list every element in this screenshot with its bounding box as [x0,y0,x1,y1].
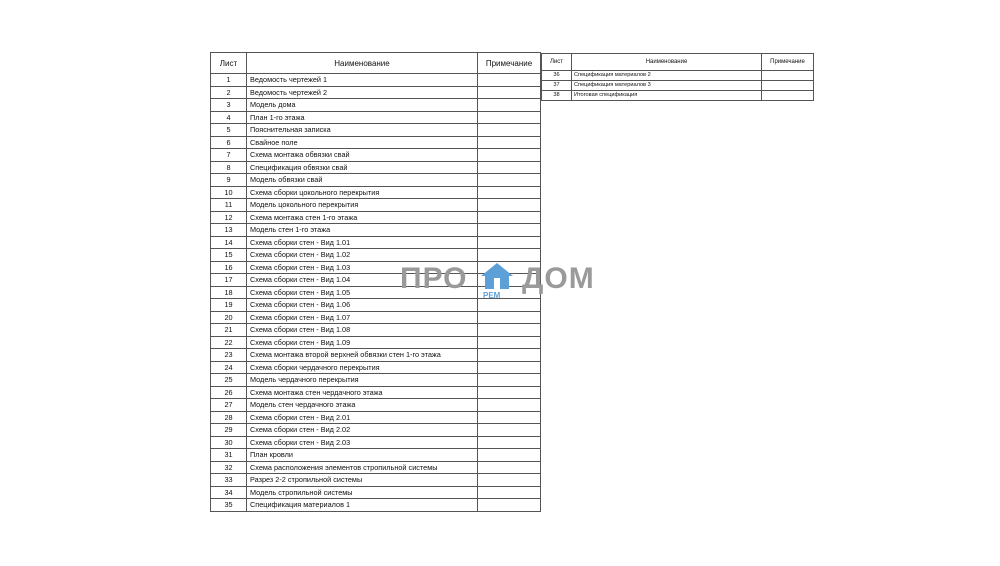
sheet-name-cell: Модель стропильной системы [247,486,478,499]
sheet-name-cell: Ведомость чертежей 2 [247,86,478,99]
table-row [211,224,541,237]
sheet-number-cell: 13 [211,224,247,237]
table-row [211,111,541,124]
note-cell [478,449,541,462]
sheet-number-cell: 10 [211,186,247,199]
table-row [211,86,541,99]
sheet-name-cell: Схема сборки стен - Вид 1.07 [247,311,478,324]
note-cell [478,311,541,324]
note-cell [478,361,541,374]
table-row [211,311,541,324]
sheet-number-cell: 3 [211,99,247,112]
sheet-name-cell: Схема монтажа второй верхней обвязки стен 1-го этажа [247,349,478,362]
column-header-name: Наименование [247,53,478,74]
sheet-number-cell: 25 [211,374,247,387]
sheet-number-cell: 8 [211,161,247,174]
sheet-name-cell: Схема сборки стен - Вид 1.05 [247,286,478,299]
table-row [211,449,541,462]
logo-text-right: ДОМ [522,262,595,295]
sheet-name-cell: План кровли [247,449,478,462]
sheet-name-cell: Модель цокольного перекрытия [247,199,478,212]
sheet-name-cell: Модель стен чердачного этажа [247,399,478,412]
drawings-list-continued-table [541,53,814,101]
sheet-name-cell: Модель обвязки свай [247,174,478,187]
sheet-number-cell: 37 [542,81,572,91]
note-cell [478,99,541,112]
sheet-name-cell: Модель дома [247,99,478,112]
column-header-note: Примечание [762,54,814,71]
sheet-name-cell: Разрез 2-2 стропильной системы [247,474,478,487]
sheet-number-cell: 18 [211,286,247,299]
sheet-name-cell: Схема сборки стен - Вид 1.09 [247,336,478,349]
table-row [211,236,541,249]
table-row [211,386,541,399]
table-row [211,436,541,449]
note-cell [478,374,541,387]
sheet-number-cell: 31 [211,449,247,462]
column-header-sheet: Лист [211,53,247,74]
note-cell [478,499,541,512]
sheet-number-cell: 38 [542,91,572,101]
table-row [211,211,541,224]
sheet-name-cell: Схема расположения элементов стропильной системы [247,461,478,474]
note-cell [762,91,814,101]
sheet-number-cell: 7 [211,149,247,162]
sheet-name-cell: Модель чердачного перекрытия [247,374,478,387]
sheet-number-cell: 19 [211,299,247,312]
table-header-row [211,53,541,74]
table-row [211,399,541,412]
sheet-name-cell: Ведомость чертежей 1 [247,74,478,87]
table-row [211,186,541,199]
table-row [211,324,541,337]
sheet-name-cell: Спецификация материалов 3 [572,81,762,91]
note-cell [478,436,541,449]
table-row [542,81,814,91]
table-row [211,336,541,349]
sheet-number-cell: 36 [542,71,572,81]
sheet-name-cell: Схема сборки стен - Вид 2.02 [247,424,478,437]
note-cell [478,336,541,349]
sheet-number-cell: 2 [211,86,247,99]
table-row [211,474,541,487]
sheet-number-cell: 17 [211,274,247,287]
table-row [542,91,814,101]
table-row [211,199,541,212]
table-row [211,499,541,512]
sheet-number-cell: 20 [211,311,247,324]
note-cell [478,74,541,87]
table-row [211,361,541,374]
logo-text-left: ПРО [400,262,468,295]
note-cell [478,411,541,424]
sheet-number-cell: 6 [211,136,247,149]
sheet-number-cell: 34 [211,486,247,499]
column-header-name: Наименование [572,54,762,71]
note-cell [478,136,541,149]
sheet-number-cell: 33 [211,474,247,487]
table-row [211,461,541,474]
note-cell [478,486,541,499]
note-cell [478,399,541,412]
sheet-name-cell: Схема монтажа стен 1-го этажа [247,211,478,224]
table-row [211,486,541,499]
sheet-name-cell: Схема монтажа обвязки свай [247,149,478,162]
sheet-name-cell: Схема сборки чердачного перекрытия [247,361,478,374]
note-cell [478,386,541,399]
column-header-note: Примечание [478,53,541,74]
sheet-name-cell: Итоговая спецификация [572,91,762,101]
sheet-number-cell: 27 [211,399,247,412]
table-row [211,374,541,387]
column-header-sheet: Лист [542,54,572,71]
table-row [211,149,541,162]
note-cell [478,224,541,237]
note-cell [478,111,541,124]
sheet-name-cell: Схема сборки стен - Вид 1.02 [247,249,478,262]
table-row [211,124,541,137]
note-cell [478,86,541,99]
note-cell [478,149,541,162]
sheet-number-cell: 14 [211,236,247,249]
table-row [211,136,541,149]
sheet-name-cell: Схема сборки стен - Вид 1.01 [247,236,478,249]
sheet-number-cell: 29 [211,424,247,437]
sheet-number-cell: 5 [211,124,247,137]
note-cell [478,236,541,249]
table-row [211,99,541,112]
sheet-number-cell: 12 [211,211,247,224]
table-body [542,71,814,101]
sheet-number-cell: 26 [211,386,247,399]
table-row [211,74,541,87]
note-cell [478,474,541,487]
note-cell [478,199,541,212]
table-row [211,174,541,187]
sheet-name-cell: Схема монтажа стен чердачного этажа [247,386,478,399]
note-cell [478,161,541,174]
watermark-logo [400,258,600,308]
house-icon [479,261,515,291]
sheet-number-cell: 24 [211,361,247,374]
note-cell [478,461,541,474]
sheet-number-cell: 11 [211,199,247,212]
sheet-number-cell: 21 [211,324,247,337]
sheet-number-cell: 1 [211,74,247,87]
table-header-row [542,54,814,71]
sheet-name-cell: Схема сборки стен - Вид 1.06 [247,299,478,312]
sheet-name-cell: Схема сборки цокольного перекрытия [247,186,478,199]
sheet-number-cell: 16 [211,261,247,274]
note-cell [762,81,814,91]
sheet-number-cell: 28 [211,411,247,424]
note-cell [478,424,541,437]
sheet-number-cell: 9 [211,174,247,187]
table-row [211,424,541,437]
sheet-name-cell: План 1-го этажа [247,111,478,124]
sheet-number-cell: 30 [211,436,247,449]
logo-subtext: РЕМ [483,291,501,300]
sheet-number-cell: 23 [211,349,247,362]
sheet-name-cell: Схема сборки стен - Вид 2.03 [247,436,478,449]
note-cell [478,124,541,137]
sheet-name-cell: Схема сборки стен - Вид 1.04 [247,274,478,287]
sheet-name-cell: Схема сборки стен - Вид 1.08 [247,324,478,337]
table-row [211,349,541,362]
note-cell [478,186,541,199]
table-row [211,411,541,424]
sheet-name-cell: Модель стен 1-го этажа [247,224,478,237]
note-cell [478,211,541,224]
sheet-name-cell: Свайное поле [247,136,478,149]
table-row [211,161,541,174]
sheet-name-cell: Схема сборки стен - Вид 2.01 [247,411,478,424]
note-cell [762,71,814,81]
sheet-number-cell: 4 [211,111,247,124]
sheet-number-cell: 15 [211,249,247,262]
sheet-name-cell: Пояснительная записка [247,124,478,137]
sheet-number-cell: 22 [211,336,247,349]
note-cell [478,324,541,337]
sheet-number-cell: 32 [211,461,247,474]
sheet-name-cell: Схема сборки стен - Вид 1.03 [247,261,478,274]
sheet-name-cell: Спецификация обвязки свай [247,161,478,174]
sheet-number-cell: 35 [211,499,247,512]
sheet-name-cell: Спецификация материалов 1 [247,499,478,512]
sheet-name-cell: Спецификация материалов 2 [572,71,762,81]
note-cell [478,174,541,187]
table-row [542,71,814,81]
note-cell [478,349,541,362]
